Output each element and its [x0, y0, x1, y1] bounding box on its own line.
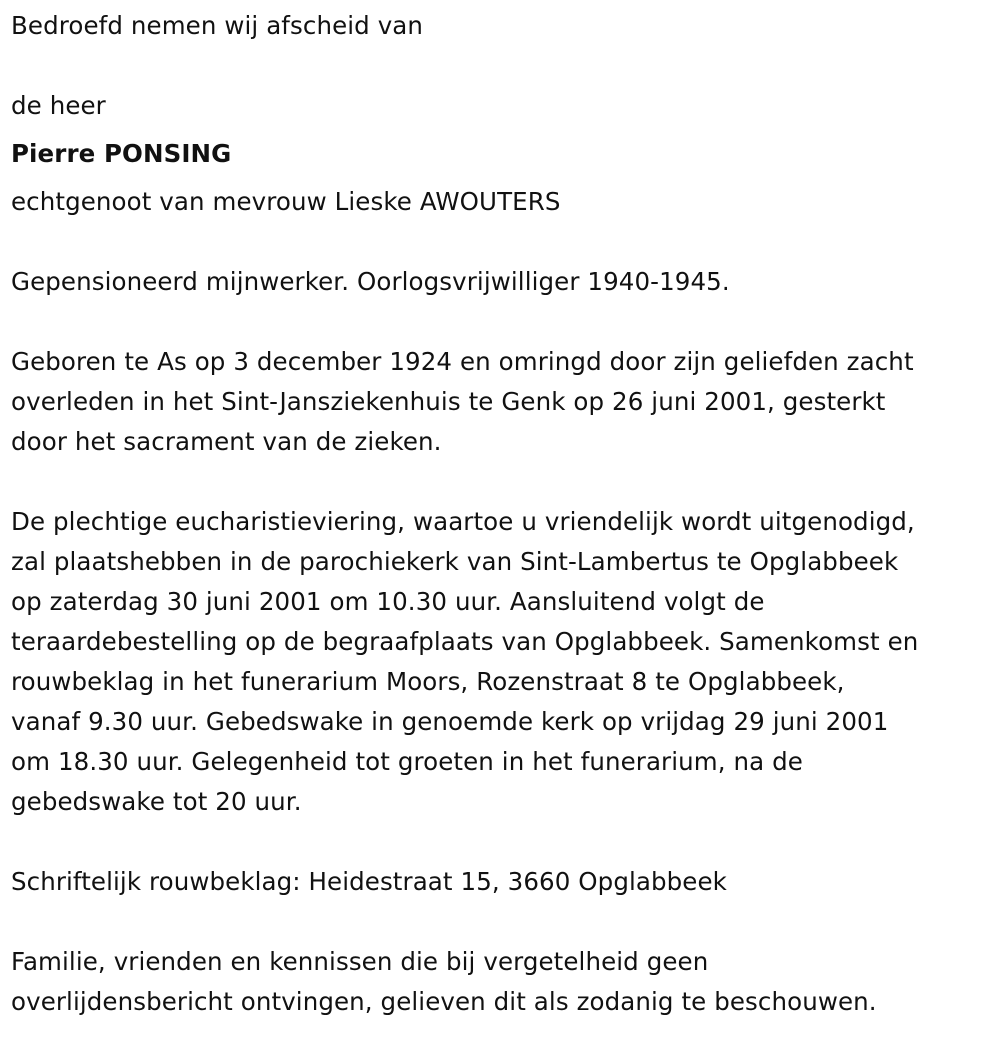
- written-condolence-address: Schriftelijk rouwbeklag: Heidestraat 15, 3660 Opglabbeek: [11, 867, 727, 896]
- birth-death-line: overleden in het Sint-Jansziekenhuis te Genk op 26 juni 2001, gesterkt: [11, 387, 886, 416]
- spouse-text: echtgenoot van mevrouw Lieske AWOUTERS: [11, 187, 561, 216]
- intro-text: Bedroefd nemen wij afscheid van: [11, 11, 424, 40]
- ceremony-line: rouwbeklag in het funerarium Moors, Rozenstraat 8 te Opglabbeek,: [11, 667, 845, 696]
- ceremony-line: gebedswake tot 20 uur.: [11, 787, 302, 816]
- ceremony-line: om 18.30 uur. Gelegenheid tot groeten in het funerarium, na de: [11, 747, 803, 776]
- deceased-name: Pierre PONSING: [11, 139, 232, 168]
- ceremony-line: De plechtige eucharistieviering, waartoe u vriendelijk wordt uitgenodigd,: [11, 507, 915, 536]
- occupation-text: Gepensioneerd mijnwerker. Oorlogsvrijwilliger 1940-1945.: [11, 267, 730, 296]
- title-prefix: de heer: [11, 91, 106, 120]
- closing-line: Familie, vrienden en kennissen die bij vergetelheid geen: [11, 947, 709, 976]
- ceremony-line: vanaf 9.30 uur. Gebedswake in genoemde kerk op vrijdag 29 juni 2001: [11, 707, 889, 736]
- ceremony-line: zal plaatshebben in de parochiekerk van Sint-Lambertus te Opglabbeek: [11, 547, 899, 576]
- birth-death-line: door het sacrament van de zieken.: [11, 427, 442, 456]
- closing-line: overlijdensbericht ontvingen, gelieven dit als zodanig te beschouwen.: [11, 987, 877, 1016]
- ceremony-line: teraardebestelling op de begraafplaats van Opglabbeek. Samenkomst en: [11, 627, 919, 656]
- ceremony-line: op zaterdag 30 juni 2001 om 10.30 uur. Aansluitend volgt de: [11, 587, 765, 616]
- birth-death-line: Geboren te As op 3 december 1924 en omringd door zijn geliefden zacht: [11, 347, 914, 376]
